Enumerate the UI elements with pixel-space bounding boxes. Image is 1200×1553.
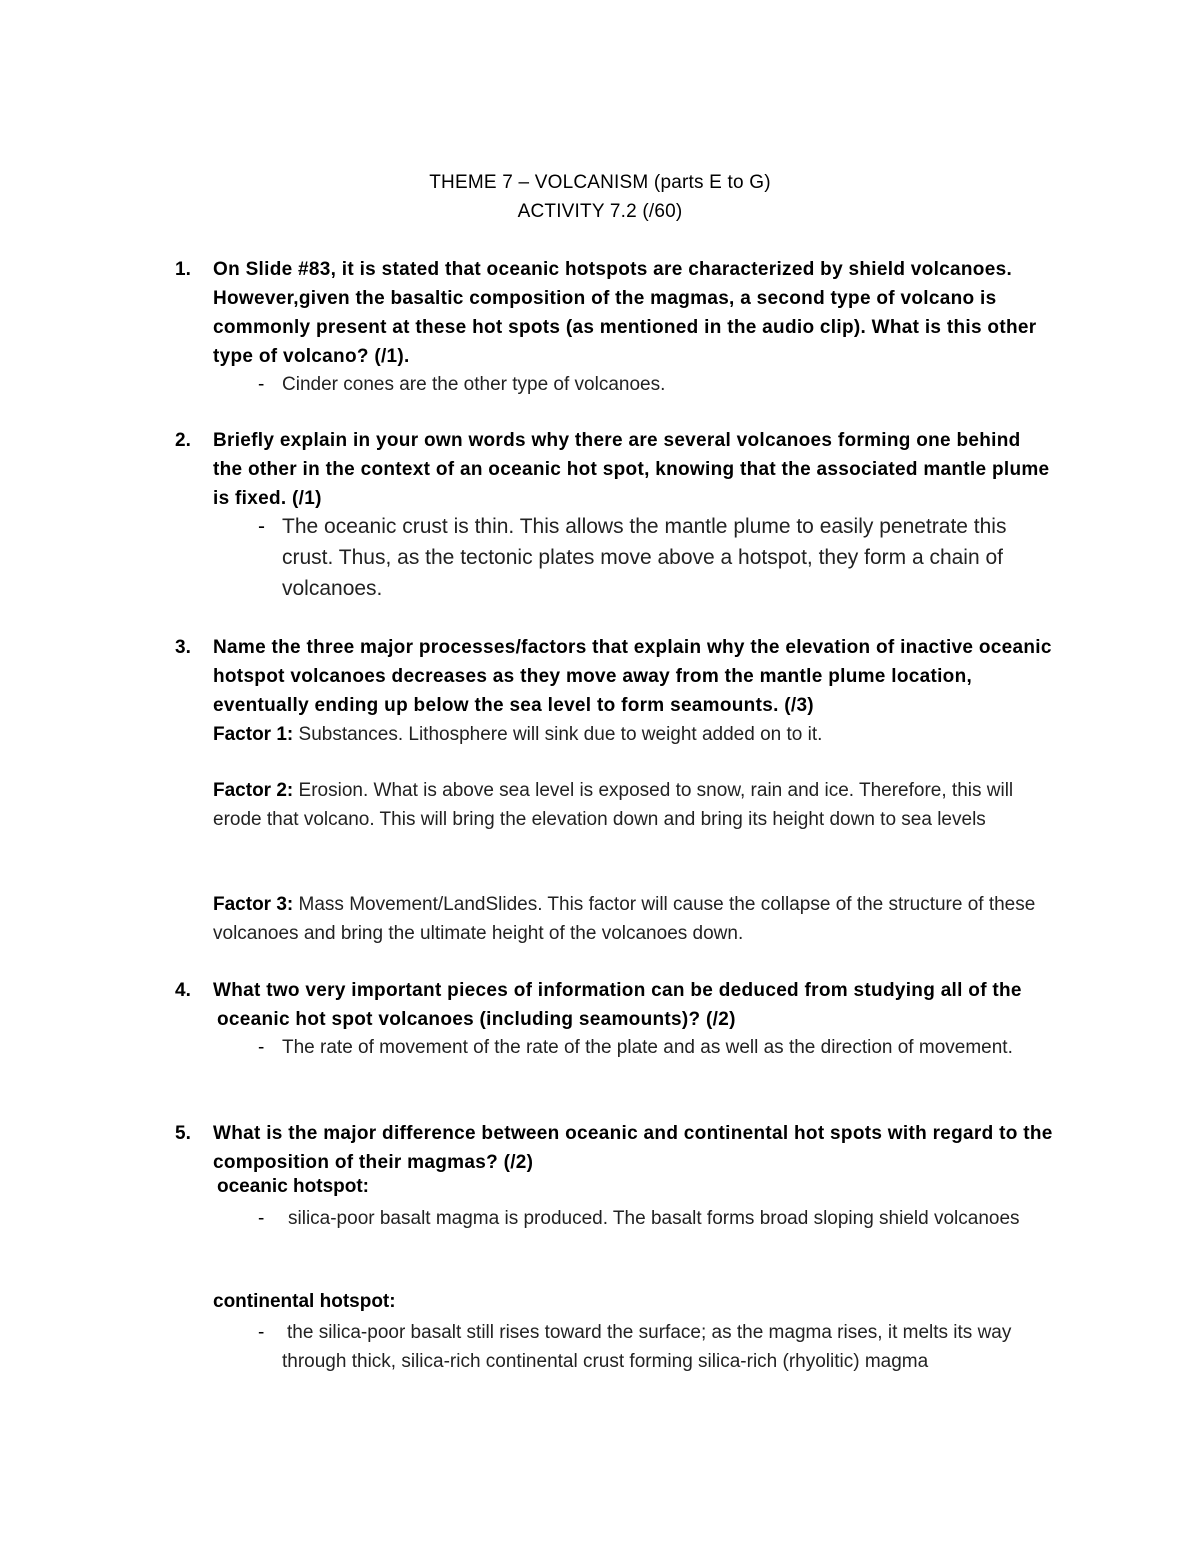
continental-hotspot-label: continental hotspot: bbox=[213, 1291, 396, 1312]
question-number: 5. bbox=[175, 1123, 191, 1144]
bullet-dash: - bbox=[258, 1322, 265, 1343]
question-number: 2. bbox=[175, 430, 191, 451]
factor-1 bbox=[213, 720, 1063, 749]
document-title: THEME 7 – VOLCANISM (parts E to G) bbox=[429, 172, 771, 193]
oceanic-answer: silica-poor basalt magma is produced. The basalt forms broad sloping shield volcanoes bbox=[288, 1208, 1020, 1229]
question-3 bbox=[175, 633, 1055, 720]
answer-4: The rate of movement of the rate of the plate and as well as the direction of movement. bbox=[282, 1037, 1013, 1058]
question-4 bbox=[175, 976, 1055, 1034]
continental-answer: the silica-poor basalt still rises toward the surface; as the magma rises, it melts its way through thick, silica-rich continental crust forming silica-rich (rhyolitic) magma bbox=[282, 1322, 1012, 1372]
question-number: 4. bbox=[175, 980, 191, 1001]
question-text: On Slide #83, it is stated that oceanic hotspots are characterized by shield volcanoes. However,given the basaltic composition of the magmas, a second type of volcano is commonly present at these hot spots (as mentioned in the audio clip). What is this other type of volcano? (/1). bbox=[213, 259, 1037, 367]
factor-label: Factor 2: bbox=[213, 780, 294, 801]
question-5 bbox=[175, 1119, 1055, 1177]
oceanic-hotspot-label: oceanic hotspot: bbox=[217, 1176, 370, 1197]
factor-2 bbox=[213, 776, 1063, 834]
question-text: Briefly explain in your own words why there are several volcanoes forming one behind the other in the context of an oceanic hot spot, knowing that the associated mantle plume is fixed. (/1) bbox=[213, 430, 1050, 509]
question-text: Name the three major processes/factors that explain why the elevation of inactive oceanic hotspot volcanoes decreases as they move away from the mantle plume location, eventually ending up below the sea level to form seamounts. (/3) bbox=[213, 637, 1052, 716]
question-2 bbox=[175, 426, 1055, 513]
bullet-dash: - bbox=[258, 1208, 265, 1229]
bullet-dash: - bbox=[258, 1037, 265, 1058]
factor-label: Factor 1: bbox=[213, 724, 294, 745]
factor-3 bbox=[213, 890, 1063, 948]
factor-label: Factor 3: bbox=[213, 894, 294, 915]
question-number: 3. bbox=[175, 637, 191, 658]
bullet-dash: - bbox=[258, 515, 265, 538]
answer-2: The oceanic crust is thin. This allows the mantle plume to easily penetrate this crust. Thus, as the tectonic plates move above a hotspot, they form a chain of volcanoes. bbox=[282, 515, 1007, 600]
question-text: What two very important pieces of information can be deduced from studying all of the oceanic hot spot volcanoes (including seamounts)? (/2) bbox=[213, 980, 1022, 1030]
activity-title: ACTIVITY 7.2 (/60) bbox=[517, 201, 683, 222]
bullet-dash: - bbox=[258, 374, 265, 395]
answer-1: Cinder cones are the other type of volcanoes. bbox=[282, 374, 666, 395]
question-1 bbox=[175, 255, 1055, 371]
factor-text: Erosion. What is above sea level is exposed to snow, rain and ice. Therefore, this will erode that volcano. This will bring the elevation down and bring its height down to sea levels bbox=[213, 780, 1014, 830]
question-text: What is the major difference between oceanic and continental hot spots with regard to the composition of their magmas? (/2) bbox=[213, 1123, 1053, 1173]
question-number: 1. bbox=[175, 259, 191, 280]
factor-text: Substances. Lithosphere will sink due to weight added on to it. bbox=[298, 724, 823, 745]
factor-text: Mass Movement/LandSlides. This factor will cause the collapse of the structure of these volcanoes and bring the ultimate height of the volcanoes down. bbox=[213, 894, 1036, 944]
